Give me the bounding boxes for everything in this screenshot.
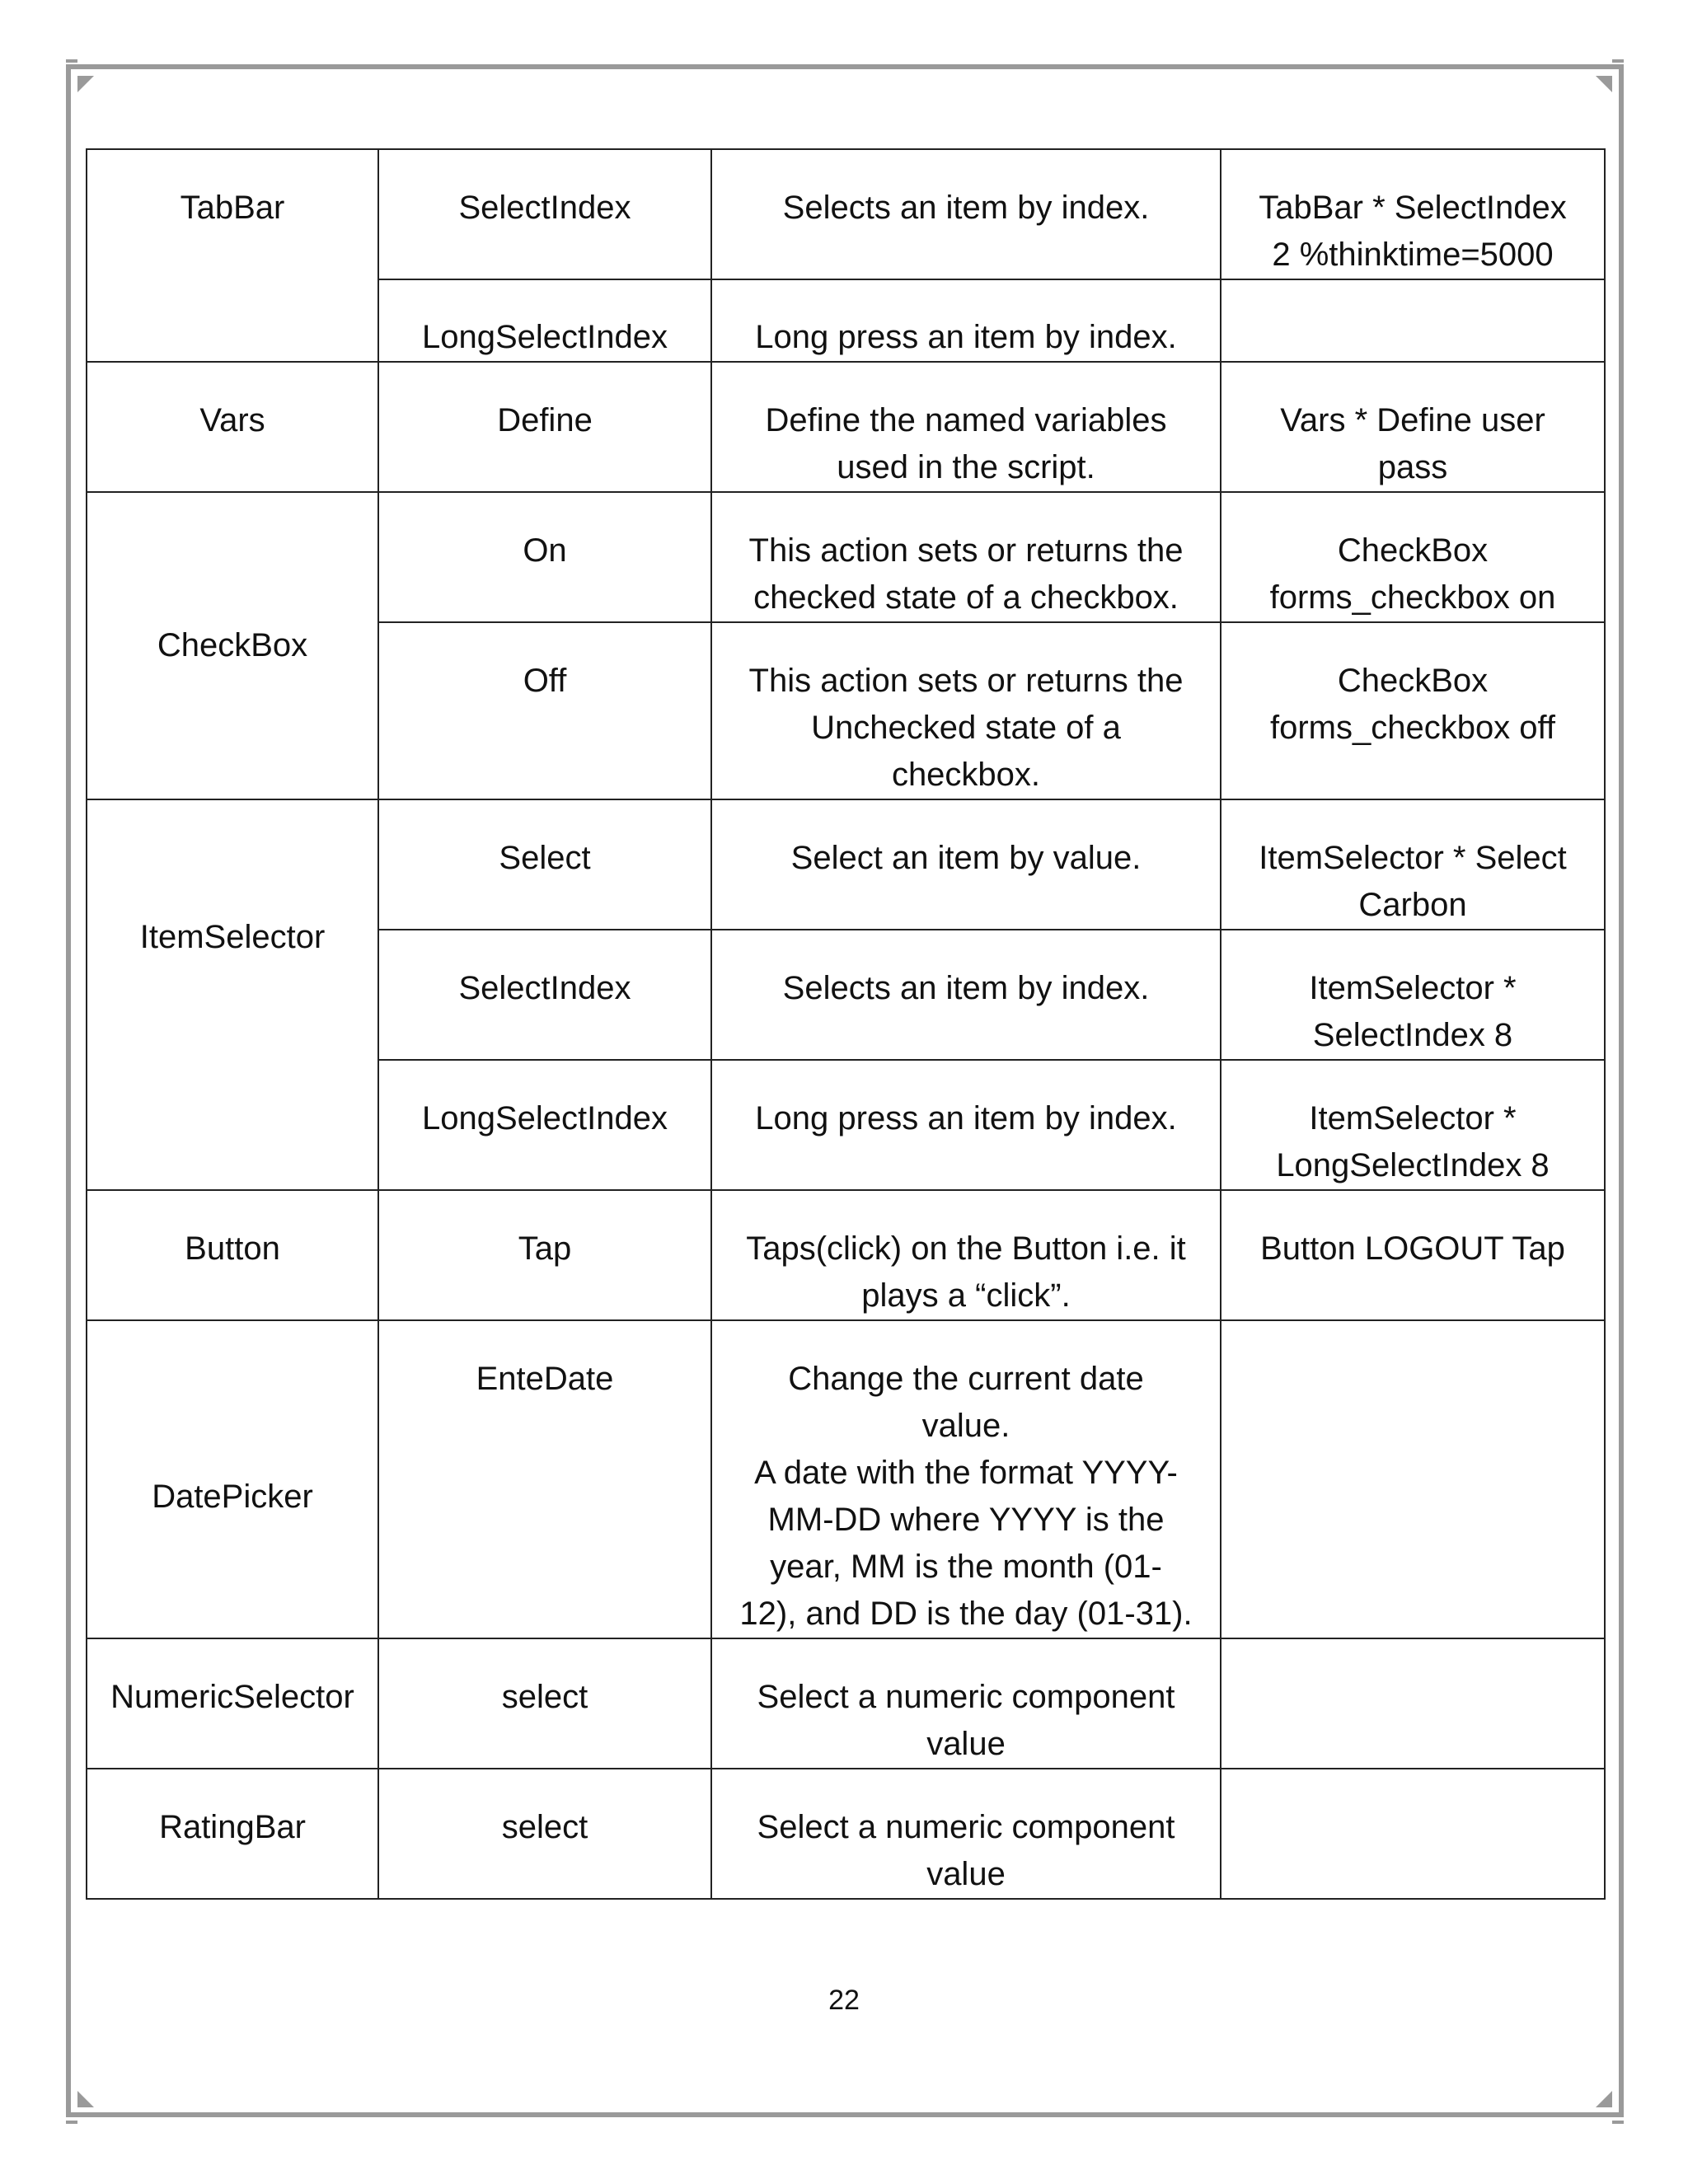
action-cell: SelectIndex — [378, 930, 711, 1060]
component-cell: DatePicker — [87, 1320, 378, 1638]
example-cell: ItemSelector * SelectIndex 8 — [1221, 930, 1605, 1060]
action-cell: select — [378, 1769, 711, 1899]
corner-ornament-bottom-right — [1596, 2091, 1612, 2107]
action-cell: SelectIndex — [378, 149, 711, 279]
description-cell: Select a numeric component value — [711, 1769, 1221, 1899]
description-cell: Change the current date value. A date with the format YYYY- MM-DD where YYYY is the year, MM is the month (01- 12), and DD is the day (01-31). — [711, 1320, 1221, 1638]
example-cell: TabBar * SelectIndex 2 %thinktime=5000 — [1221, 149, 1605, 279]
table-row — [87, 1638, 1605, 1769]
page-number: 22 — [828, 1985, 860, 2016]
example-cell — [1221, 279, 1605, 362]
table-row — [87, 149, 1605, 279]
table-row — [87, 799, 1605, 930]
table-row — [87, 1320, 1605, 1638]
page-border-left — [66, 64, 71, 2117]
component-cell: CheckBox — [87, 492, 378, 799]
corner-ornament-top-left — [77, 76, 94, 92]
table-row — [87, 492, 1605, 622]
table-row — [87, 1190, 1605, 1320]
example-cell: CheckBox forms_checkbox on — [1221, 492, 1605, 622]
action-cell: Off — [378, 622, 711, 799]
actions-table — [86, 148, 1606, 1900]
action-cell: LongSelectIndex — [378, 279, 711, 362]
page-border-top — [66, 64, 1624, 69]
border-tick — [66, 2121, 77, 2124]
corner-ornament-top-right — [1596, 76, 1612, 92]
action-cell: Select — [378, 799, 711, 930]
table-row — [87, 1769, 1605, 1899]
example-cell — [1221, 1769, 1605, 1899]
component-cell: NumericSelector — [87, 1638, 378, 1769]
example-cell — [1221, 1638, 1605, 1769]
description-cell: This action sets or returns the checked state of a checkbox. — [711, 492, 1221, 622]
action-cell: On — [378, 492, 711, 622]
example-cell: CheckBox forms_checkbox off — [1221, 622, 1605, 799]
table-row — [87, 362, 1605, 492]
example-cell: Vars * Define user pass — [1221, 362, 1605, 492]
action-cell: Tap — [378, 1190, 711, 1320]
component-cell: ItemSelector — [87, 799, 378, 1190]
example-cell: ItemSelector * Select Carbon — [1221, 799, 1605, 930]
example-cell — [1221, 1320, 1605, 1638]
action-cell: select — [378, 1638, 711, 1769]
action-cell: Define — [378, 362, 711, 492]
page-border-right — [1619, 64, 1624, 2117]
description-cell: Long press an item by index. — [711, 1060, 1221, 1190]
example-cell: ItemSelector * LongSelectIndex 8 — [1221, 1060, 1605, 1190]
border-tick — [66, 59, 77, 63]
description-cell: This action sets or returns the Unchecked state of a checkbox. — [711, 622, 1221, 799]
component-cell: Button — [87, 1190, 378, 1320]
description-cell: Select a numeric component value — [711, 1638, 1221, 1769]
action-cell: EnteDate — [378, 1320, 711, 1638]
component-cell: TabBar — [87, 149, 378, 362]
example-cell: Button LOGOUT Tap — [1221, 1190, 1605, 1320]
description-cell: Long press an item by index. — [711, 279, 1221, 362]
description-cell: Define the named variables used in the script. — [711, 362, 1221, 492]
description-cell: Taps(click) on the Button i.e. it plays a “click”. — [711, 1190, 1221, 1320]
action-cell: LongSelectIndex — [378, 1060, 711, 1190]
component-cell: Vars — [87, 362, 378, 492]
border-tick — [1612, 2121, 1624, 2124]
description-cell: Select an item by value. — [711, 799, 1221, 930]
description-cell: Selects an item by index. — [711, 930, 1221, 1060]
corner-ornament-bottom-left — [77, 2091, 94, 2107]
page-border-bottom — [66, 2112, 1624, 2117]
description-cell: Selects an item by index. — [711, 149, 1221, 279]
component-cell: RatingBar — [87, 1769, 378, 1899]
border-tick — [1612, 59, 1624, 63]
